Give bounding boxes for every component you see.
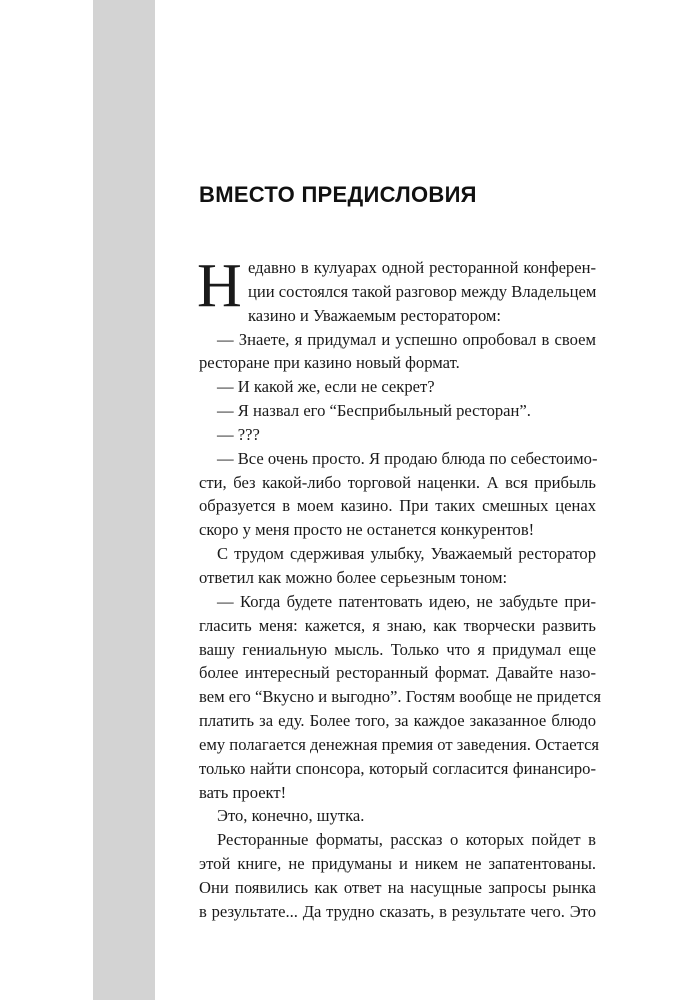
text-line: гласить меня: кажется, я знаю, как творчески развить [199, 615, 596, 635]
side-margin-band [93, 0, 155, 1000]
text-line: — И какой же, если не секрет? [217, 377, 435, 397]
text-line: более интересный ресторанный формат. Давайте назо- [199, 663, 596, 683]
text-line: вашу гениальную мысль. Только что я придумал еще [199, 639, 596, 659]
text-line: Это, конечно, шутка. [217, 806, 365, 826]
text-line: Они появились как ответ на насущные запросы рынка [199, 877, 596, 897]
text-line: ции состоялся такой разговор между Владельцем [248, 281, 597, 301]
text-line: — Я назвал его “Бесприбыльный ресторан”. [217, 401, 531, 421]
text-line: платить за еду. Более того, за каждое заказанное блюдо [199, 711, 596, 731]
text-line: этой книге, не придуманы и никем не запатентованы. [199, 854, 596, 874]
drop-cap: Н [197, 252, 242, 320]
text-line: ресторане при казино новый формат. [199, 353, 460, 373]
text-line: казино и Уважаемым ресторатором: [248, 305, 502, 325]
text-line: — Когда будете патентовать идею, не забудьте при- [217, 591, 596, 611]
text-line: только найти спонсора, который согласится финансиро- [199, 758, 596, 778]
body-text [197, 252, 601, 924]
text-line: вем его “Вкусно и выгодно”. Гостям вообще не придется [199, 687, 601, 707]
text-line: едавно в кулуарах одной ресторанной конферен- [248, 258, 596, 277]
text-line: — Знаете, я придумал и успешно опробовал в своем [217, 329, 596, 349]
text-line: сти, без какой-либо торговой наценки. А вся прибыль [199, 472, 596, 492]
text-line: в результате... Да трудно сказать, в результате чего. Это [199, 901, 596, 921]
text-line: — ??? [217, 424, 260, 444]
text-line: Ресторанные форматы, рассказ о которых пойдет в [217, 830, 596, 850]
text-line: ему полагается денежная премия от заведения. Остается [199, 734, 600, 754]
text-line: образуется в моем казино. При таких смешных ценах [199, 496, 596, 516]
text-line: скоро у меня просто не останется конкурентов! [199, 520, 535, 540]
text-line: — Все очень просто. Я продаю блюда по себестоимо- [217, 448, 598, 468]
text-line: вать проект! [199, 782, 287, 802]
text-line: С трудом сдерживая улыбку, Уважаемый ресторатор [217, 544, 596, 564]
section-heading: ВМЕСТО ПРЕДИСЛОВИЯ [199, 182, 477, 207]
text-line: ответил как можно более серьезным тоном: [199, 567, 508, 587]
